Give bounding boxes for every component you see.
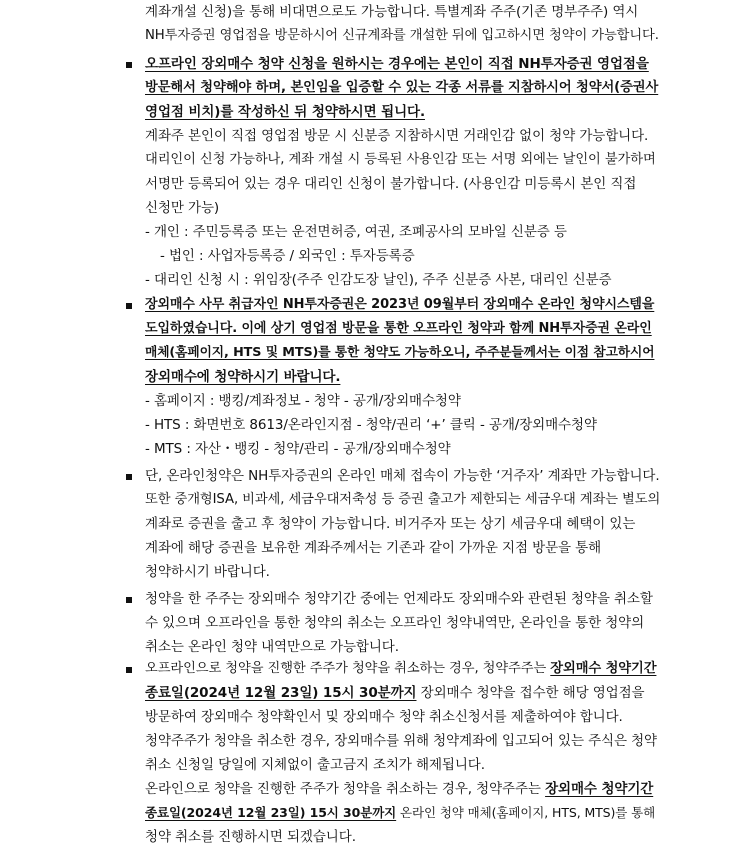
offline-body-1: 계좌주 본인이 직접 영업점 방문 시 신분증 지참하시면 거래인감 없이 청약 가능합니다.	[145, 128, 649, 144]
offline-cancel-deadline-b: 종료일(2024년 12월 23일) 15시 30분까지	[145, 685, 417, 701]
online-cancel-line-1	[145, 777, 653, 801]
online-cancel-line-3: 청약 취소를 진행하시면 되겠습니다.	[145, 829, 356, 845]
offline-cancel-line-5: 취소 신청일 당일에 지체없이 출고금지 조치가 해제됩니다.	[145, 757, 485, 773]
intro-line-1: 계좌개설 신청)을 통해 비대면으로도 가능합니다. 특별계좌 주주(기존 명부주주) 역시	[145, 4, 639, 20]
offline-cancel-intro: 오프라인으로 청약을 진행한 주주가 청약을 취소하는 경우, 청약주주는	[145, 661, 551, 676]
cancel-line-3: 취소는 온라인 청약 내역만으로 가능합니다.	[145, 639, 399, 655]
restriction-line-3: 계좌로 증권을 출고 후 청약이 가능합니다. 비거주자 또는 상기 세금우대 혜택이 있는	[145, 516, 636, 532]
cancel-line-2: 수 있으며 오프라인을 통한 청약의 취소는 오프라인 청약내역만, 온라인을 통한 청약의	[145, 615, 645, 631]
online-bold-1: 장외매수 사무 취급자인 NH투자증권은 2023년 09월부터 장외매수 온라인 청약시스템을	[145, 297, 655, 312]
online-cancel-deadline-a: 장외매수 청약기간	[545, 781, 654, 797]
online-bold-4: 장외매수에 청약하시기 바랍니다.	[145, 369, 341, 385]
online-cancel-media: 온라인 청약 매체(홈페이지, HTS, MTS)를 통해	[396, 805, 656, 820]
online-bold-2: 도입하였습니다. 이에 상기 영업점 방문을 통한 오프라인 청약과 함께 NH투자증권 온라인	[145, 321, 652, 336]
restriction-line-4: 계좌에 해당 증권을 보유한 계좌주께서는 기존과 같이 가까운 지점 방문을 통해	[145, 540, 602, 556]
restriction-line-5: 청약하시기 바랍니다.	[145, 564, 270, 580]
offline-cancel-branch: 장외매수 청약을 접수한 해당 영업점을	[416, 685, 645, 701]
offline-cancel-line-1	[145, 657, 656, 681]
online-cancel-line-2	[145, 801, 655, 825]
restriction-line-1: 단, 온라인청약은 NH투자증권의 온라인 매체 접속이 가능한 ‘거주자’ 계좌만 가능합니다.	[145, 468, 660, 484]
offline-doc-individual: - 개인 : 주민등록증 또는 운전면허증, 여권, 조폐공사의 모바일 신분증 등	[145, 224, 567, 240]
offline-bold-2: 방문해서 청약해야 하며, 본인임을 입증할 수 있는 각종 서류를 지참하시어 청약서(증권사	[145, 80, 659, 95]
online-cancel-deadline-b: 종료일(2024년 12월 23일) 15시 30분까지	[145, 805, 397, 820]
bullet-cancel	[126, 597, 132, 603]
online-path-mts: - MTS : 자산・뱅킹 - 청약/관리 - 공개/장외매수청약	[145, 441, 451, 457]
intro-line-2: NH투자증권 영업점을 방문하시어 신규계좌를 개설한 뒤에 입고하시면 청약이 가능합니다.	[145, 28, 659, 43]
offline-body-2: 대리인이 신청 가능하나, 계좌 개설 시 등록된 사용인감 또는 서명 외에는 날인이 불가하며	[145, 152, 656, 167]
offline-cancel-line-4: 청약주주가 청약을 취소한 경우, 장외매수를 위해 청약계좌에 입고되어 있는 주식은 청약	[145, 733, 657, 749]
bullet-offline-cancel	[126, 667, 132, 673]
offline-body-4: 신청만 가능)	[145, 200, 220, 216]
offline-cancel-line-2	[145, 681, 645, 705]
online-path-hts: - HTS : 화면번호 8613/온라인지점 - 청약/권리 ‘+’ 클릭 - 공개/장외매수청약	[145, 417, 597, 433]
offline-bold-3: 영업점 비치)를 작성하신 뒤 청약하시면 됩니다.	[145, 104, 425, 120]
online-bold-3: 매체(홈페이지, HTS 및 MTS)를 통한 청약도 가능하오니, 주주분들께서는 이점 참고하시어	[145, 345, 655, 360]
online-path-homepage: - 홈페이지 : 뱅킹/계좌정보 - 청약 - 공개/장외매수청약	[145, 393, 461, 409]
offline-doc-agent: - 대리인 신청 시 : 위임장(주주 인감도장 날인), 주주 신분증 사본, 대리인 신분증	[145, 272, 612, 288]
bullet-restriction	[126, 474, 132, 480]
bullet-online	[126, 303, 132, 309]
bullet-offline	[126, 62, 132, 68]
offline-body-3: 서명만 등록되어 있는 경우 대리인 신청이 불가합니다. (사용인감 미등록시 본인 직접	[145, 176, 637, 192]
cancel-line-1: 청약을 한 주주는 장외매수 청약기간 중에는 언제라도 장외매수와 관련된 청약을 취소할	[145, 591, 653, 607]
offline-cancel-line-3: 방문하여 장외매수 청약확인서 및 장외매수 청약 취소신청서를 제출하여야 합니다.	[145, 709, 623, 725]
offline-doc-corporate: - 법인 : 사업자등록증 / 외국인 : 투자등록증	[160, 248, 415, 264]
online-cancel-intro: 온라인으로 청약을 진행한 주주가 청약을 취소하는 경우, 청약주주는	[145, 781, 546, 797]
restriction-line-2: 또한 중개형ISA, 비과세, 세금우대저축성 등 증권 출고가 제한되는 세금우대 계좌는 별도의	[145, 492, 661, 507]
offline-cancel-deadline-a: 장외매수 청약기간	[550, 661, 657, 676]
offline-bold-1: 오프라인 장외매수 청약 신청을 원하시는 경우에는 본인이 직접 NH투자증권 영업점을	[145, 56, 649, 72]
